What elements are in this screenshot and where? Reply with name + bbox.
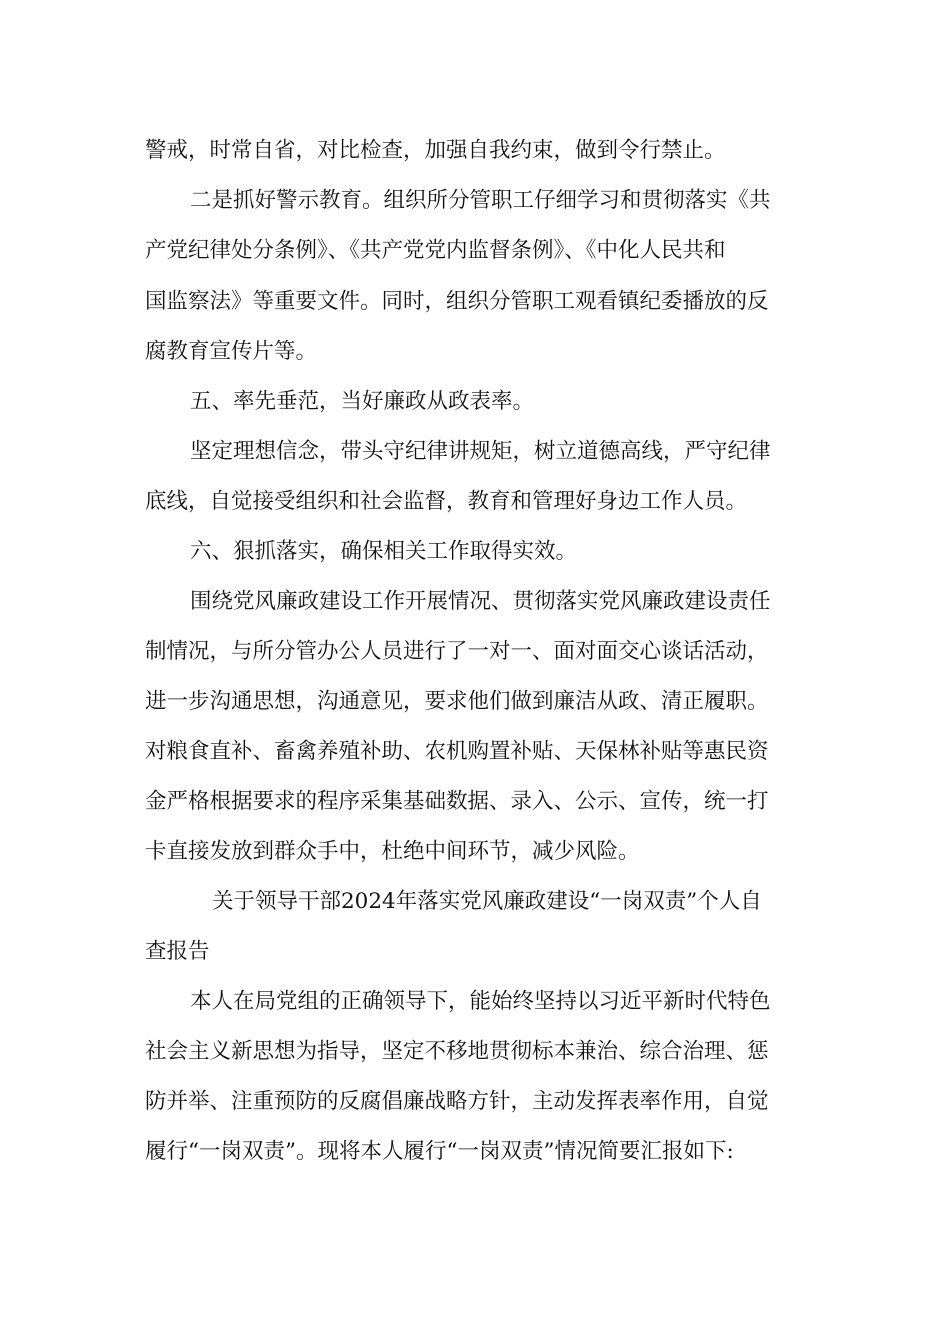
text-line: 金严格根据要求的程序采集基础数据、录入、公示、宣传，统一打 xyxy=(145,789,769,814)
text-line: 对粮食直补、畜禽养殖补助、农机购置补贴、天保林补贴等惠民资 xyxy=(145,739,769,764)
text-line: 履行“一岗双责”。现将本人履行“一岗双责”情况简要汇报如下: xyxy=(145,1139,734,1164)
text-line: 围绕党风廉政建设工作开展情况、贯彻落实党风廉政建设责任 xyxy=(190,589,771,614)
text-line: 二是抓好警示教育。组织所分管职工仔细学习和贯彻落实《共 xyxy=(190,188,771,213)
text-line: 防并举、注重预防的反腐倡廉战略方针，主动发挥表率作用，自觉 xyxy=(145,1089,769,1114)
report-title: 关于领导干部2024年落实党风廉政建设“一岗双责”个人自 xyxy=(212,889,762,914)
text-line: 腐教育宣传片等。 xyxy=(145,339,318,364)
report-title: 查报告 xyxy=(145,939,210,964)
text-line: 制情况，与所分管办公人员进行了一对一、面对面交心谈话活动， xyxy=(145,639,769,664)
section-heading: 五、率先垂范，当好廉政从政表率。 xyxy=(190,389,535,414)
text-line: 产党纪律处分条例》、《共产党党内监督条例》、《中化人民共和 xyxy=(145,238,726,263)
text-line: 卡直接发放到群众手中，杜绝中间环节，减少风险。 xyxy=(145,839,640,864)
text-line: 底线，自觉接受组织和社会监督，教育和管理好身边工作人员。 xyxy=(145,489,748,514)
text-line: 进一步沟通思想，沟通意见，要求他们做到廉洁从政、清正履职。 xyxy=(145,689,769,714)
text-line: 本人在局党组的正确领导下，能始终坚持以习近平新时代特色 xyxy=(190,989,771,1014)
text-line: 警戒，时常自省，对比检查，加强自我约束，做到令行禁止。 xyxy=(145,138,726,163)
text-line: 国监察法》等重要文件。同时，组织分管职工观看镇纪委播放的反 xyxy=(145,289,769,314)
text-line: 坚定理想信念，带头守纪律讲规矩，树立道德高线，严守纪律 xyxy=(190,439,771,464)
text-line: 社会主义新思想为指导，坚定不移地贯彻标本兼治、综合治理、惩 xyxy=(145,1039,769,1064)
section-heading: 六、狠抓落实，确保相关工作取得实效。 xyxy=(190,539,578,564)
